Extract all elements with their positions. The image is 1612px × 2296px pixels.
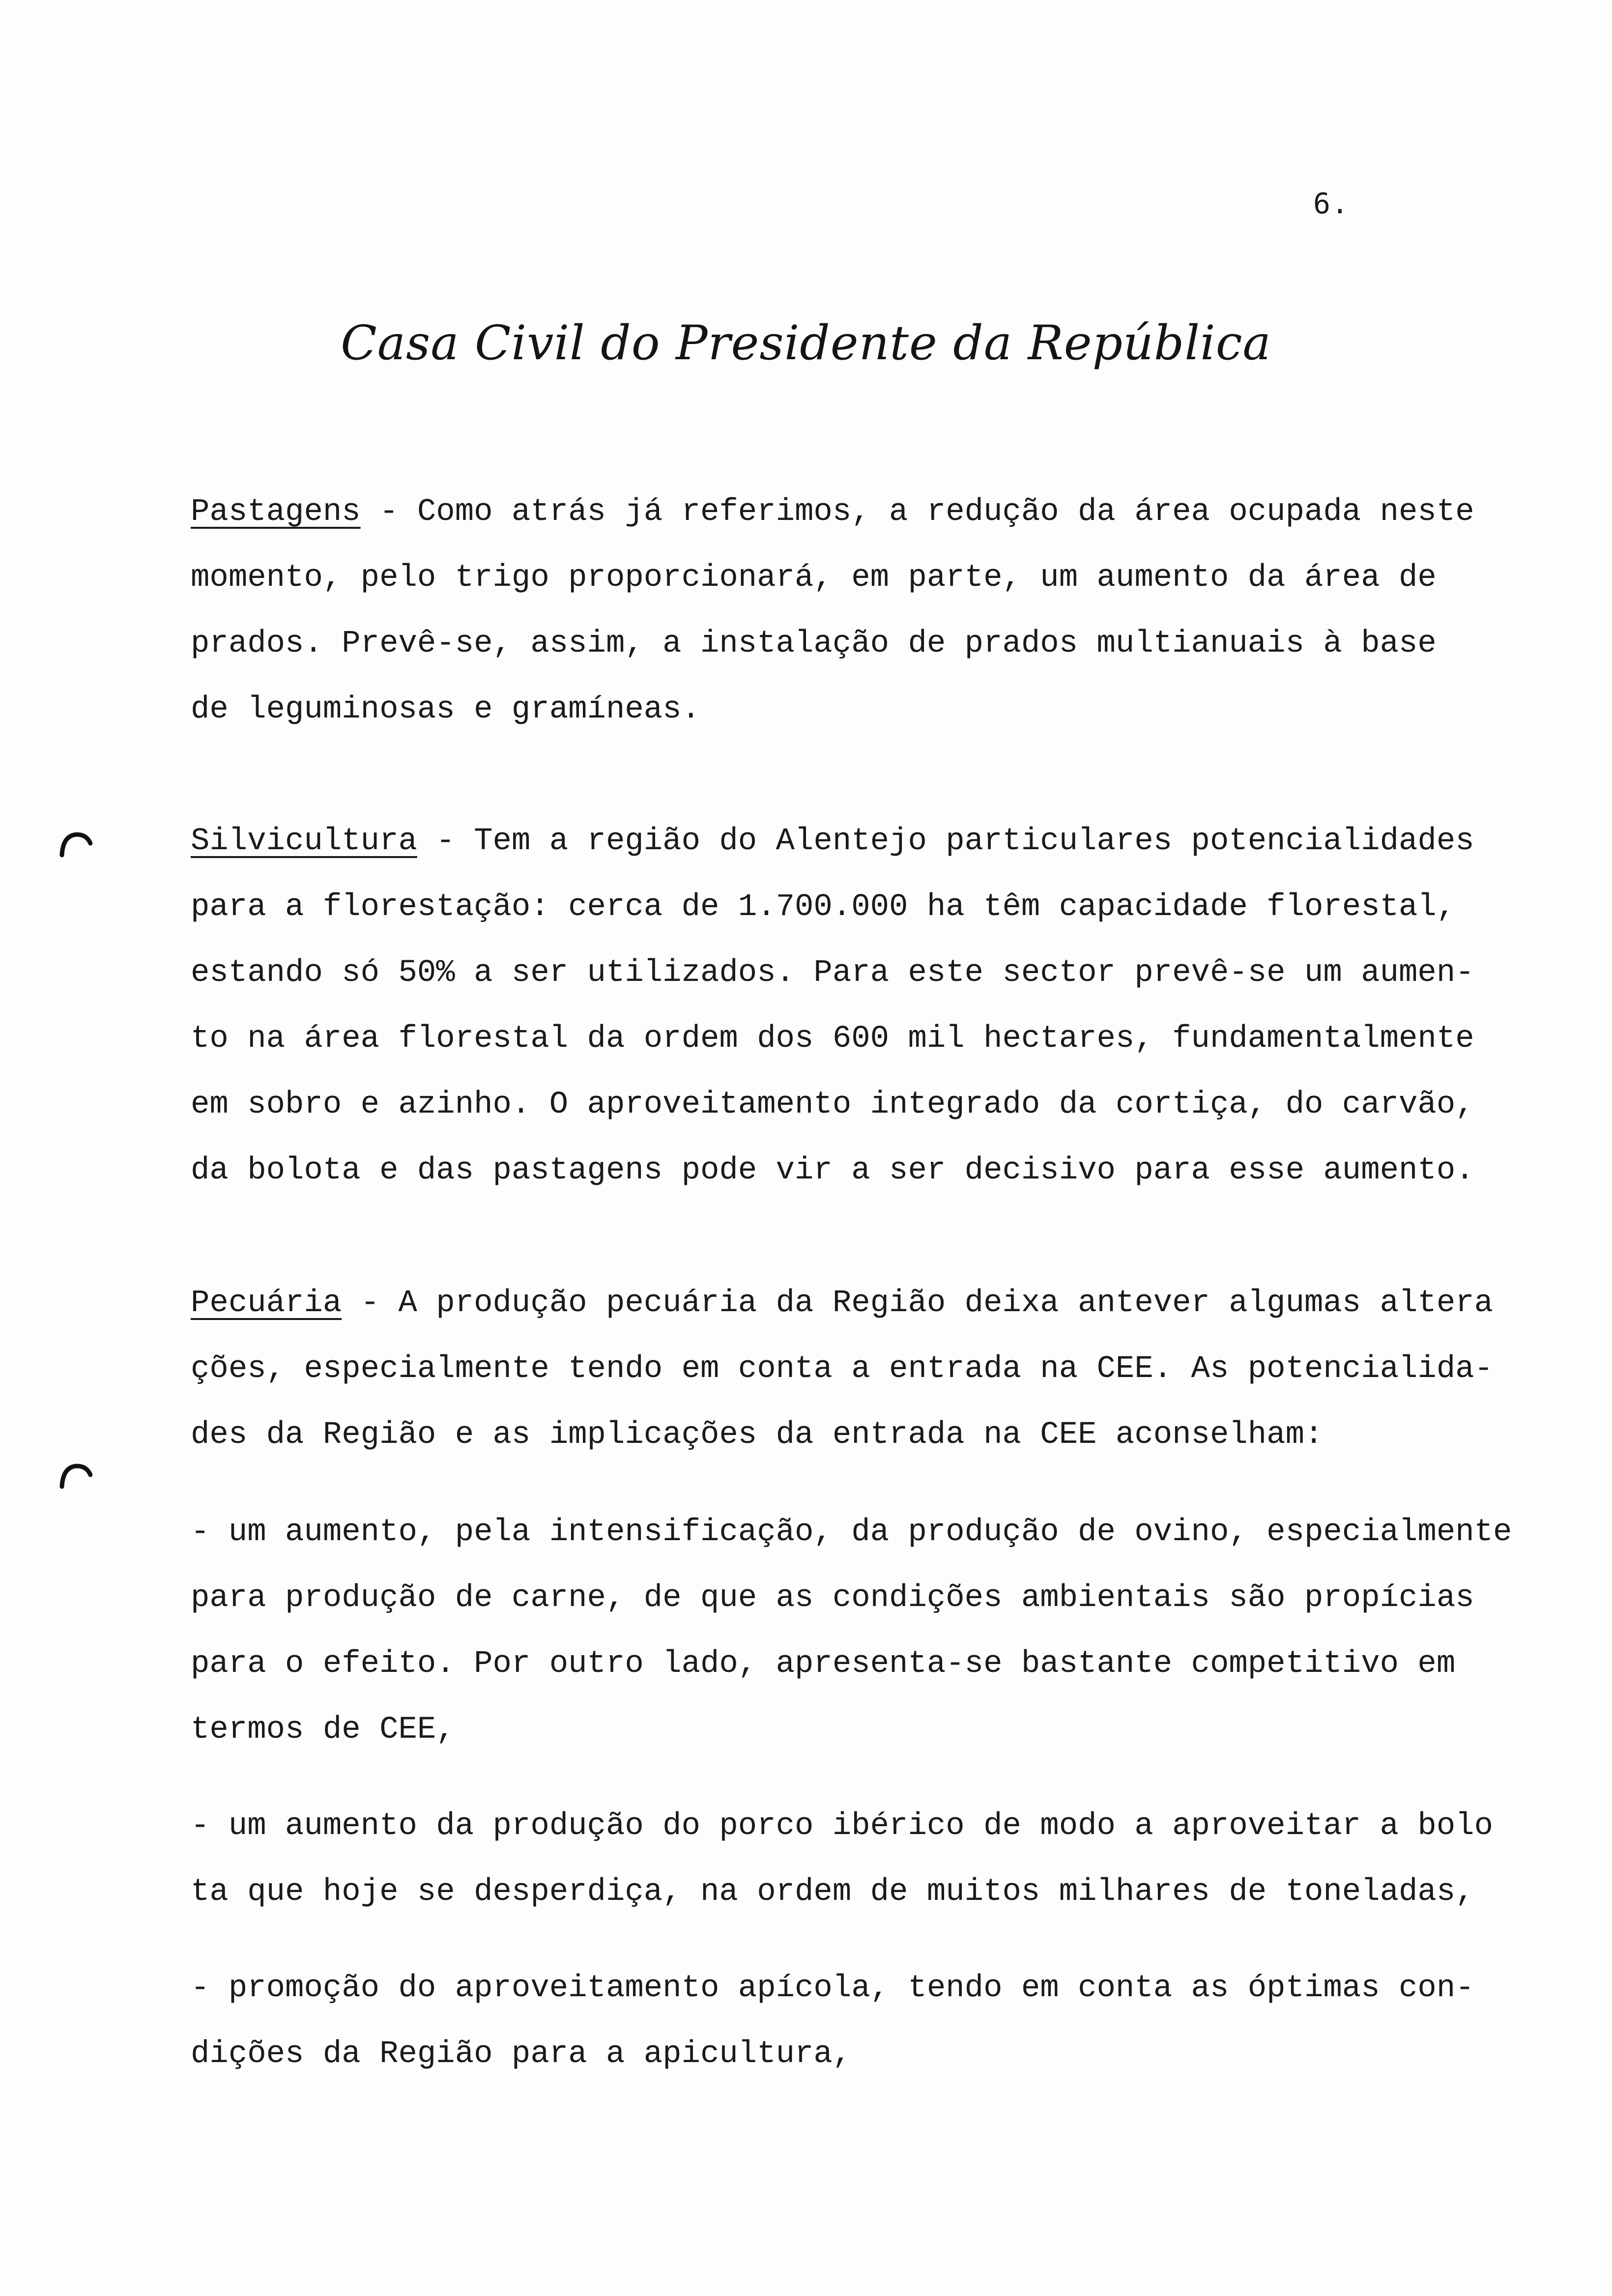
list-item-line: para o efeito. Por outro lado, apresenta-se bastante competitivo em bbox=[191, 1646, 1456, 1682]
section-heading: Pastagens bbox=[191, 494, 361, 530]
text-line: de leguminosas e gramíneas. bbox=[191, 692, 700, 727]
text-line: em sobro e azinho. O aproveitamento integrado da cortiça, do carvão, bbox=[191, 1087, 1474, 1122]
text-line: estando só 50% a ser utilizados. Para este sector prevê-se um aumen- bbox=[191, 955, 1474, 991]
list-item-line: - promoção do aproveitamento apícola, tendo em conta as óptimas con- bbox=[191, 1971, 1474, 2006]
hole-punch-mark-icon bbox=[58, 831, 92, 860]
text-line: prados. Prevê-se, assim, a instalação de prados multianuais à base bbox=[191, 626, 1437, 661]
list-item-line: para produção de carne, de que as condições ambientais são propícias bbox=[191, 1580, 1474, 1616]
paragraph-first-line bbox=[191, 826, 1474, 857]
list-item-line: - um aumento da produção do porco ibérico de modo a aproveitar a bolo bbox=[191, 1808, 1494, 1844]
list-item-line: ta que hoje se desperdiça, na ordem de muitos milhares de toneladas, bbox=[191, 1874, 1474, 1910]
list-item-line: - um aumento, pela intensificação, da produção de ovino, especialmente bbox=[191, 1515, 1512, 1550]
list-item-line: termos de CEE, bbox=[191, 1712, 455, 1748]
text-line: - A produção pecuária da Região deixa antever algumas altera bbox=[342, 1286, 1494, 1321]
paragraph-first-line bbox=[191, 1288, 1493, 1319]
text-line: - Como atrás já referimos, a redução da área ocupada neste bbox=[360, 494, 1474, 530]
hole-punch-mark-icon bbox=[58, 1462, 92, 1492]
text-line: to na área florestal da ordem dos 600 mil hectares, fundamentalmente bbox=[191, 1021, 1474, 1057]
text-line: momento, pelo trigo proporcionará, em parte, um aumento da área de bbox=[191, 560, 1437, 596]
text-line: des da Região e as implicações da entrada na CEE aconselham: bbox=[191, 1417, 1324, 1453]
text-line: ções, especialmente tendo em conta a entrada na CEE. As potencialida- bbox=[191, 1351, 1494, 1387]
page-number: 6. bbox=[1313, 187, 1350, 220]
text-line: da bolota e das pastagens pode vir a ser decisivo para esse aumento. bbox=[191, 1153, 1474, 1188]
letterhead: Casa Civil do Presidente da República bbox=[341, 316, 1271, 371]
paragraph-first-line bbox=[191, 496, 1474, 528]
list-item-line: dições da Região para a apicultura, bbox=[191, 2037, 852, 2072]
text-line: - Tem a região do Alentejo particulares potencialidades bbox=[417, 824, 1474, 859]
section-heading: Pecuária bbox=[191, 1286, 342, 1321]
section-heading: Silvicultura bbox=[191, 824, 417, 859]
text-line: para a florestação: cerca de 1.700.000 ha têm capacidade florestal, bbox=[191, 890, 1456, 925]
